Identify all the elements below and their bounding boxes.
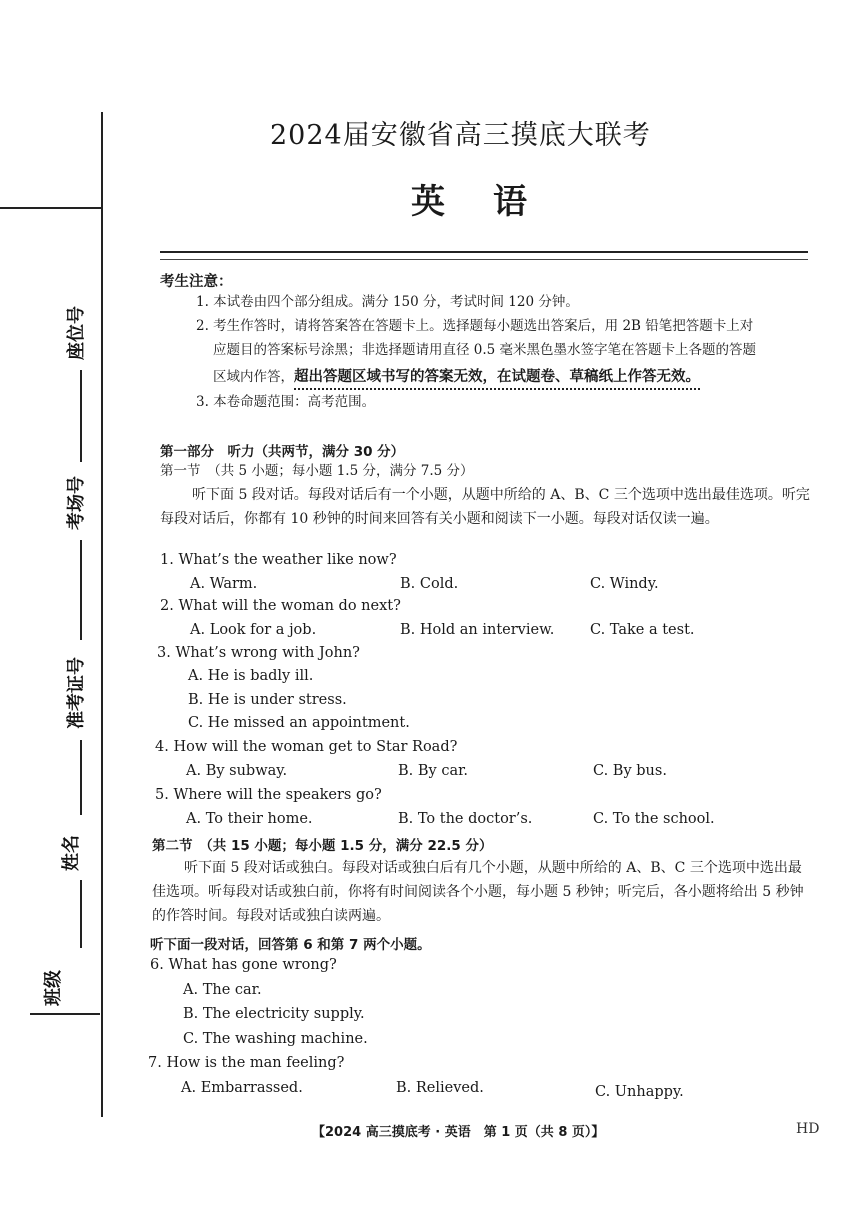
- notice-item-2-line-3: [213, 365, 700, 386]
- section1-instructions: 听下面 5 段对话。每段对话后有一个小题，从题中所给的 A、B、C 三个选项中选出最佳选项。听完每段对话后，你都有 10 秒钟的时间来回答有关小题和阅读下一小题。每段对话仅读一遍。: [160, 487, 810, 527]
- class-label: 班级: [43, 970, 64, 1006]
- question-5-option-c: C. To the school.: [593, 811, 715, 827]
- question-6-stem: 6. What has gone wrong?: [150, 957, 337, 973]
- question-3-option-c: C. He missed an appointment.: [188, 715, 410, 731]
- binding-line: [101, 112, 103, 1117]
- question-7-option-c: C. Unhappy.: [595, 1084, 684, 1100]
- exam-title: 2024届安徽省高三摸底大联考: [270, 120, 651, 151]
- question-2-stem: 2. What will the woman do next?: [160, 598, 401, 614]
- notice-item-2-line-1: 2. 考生作答时，请将答案答在答题卡上。选择题每小题选出答案后，用 2B 铅笔把答题卡上对: [196, 318, 754, 334]
- question-2-option-a: A. Look for a job.: [190, 622, 317, 638]
- exam-room-label: 考场号: [66, 476, 87, 530]
- notice-item-3: 3. 本卷命题范围：高考范围。: [196, 394, 376, 410]
- question-6-option-b: B. The electricity supply.: [183, 1006, 365, 1022]
- question-2-option-c: C. Take a test.: [590, 622, 695, 638]
- name-label: 姓名: [61, 835, 82, 871]
- section2-instructions: 听下面 5 段对话或独白。每段对话或独白后有几个小题，从题中所给的 A、B、C 三个选项中选出最佳选项。听每段对话或独白前，你将有时间阅读各个小题，每小题 5 秒钟；听完后，各小题将给出 5 秒钟的作答时间。每段对话或独白读两遍。: [152, 860, 804, 924]
- subject-title: 英语: [411, 182, 575, 222]
- admission-number-blank: [80, 740, 82, 815]
- question-3-option-a: A. He is badly ill.: [188, 668, 314, 684]
- question-4-option-a: A. By subway.: [186, 763, 288, 779]
- question-6-option-a: A. The car.: [183, 982, 262, 998]
- question-1-option-b: B. Cold.: [400, 576, 459, 592]
- notice-item-2-line-3-prefix: 区域内作答，: [213, 369, 294, 385]
- question-4-option-b: B. By car.: [398, 763, 469, 779]
- part1-heading: 第一部分 听力（共两节，满分 30 分）: [160, 444, 405, 460]
- question-1-option-c: C. Windy.: [590, 576, 659, 592]
- question-7-stem: 7. How is the man feeling?: [148, 1055, 345, 1071]
- question-4-stem: 4. How will the woman get to Star Road?: [155, 739, 458, 755]
- page-footer: 【2024 高三摸底考 · 英语 第 1 页（共 8 页）】: [312, 1125, 605, 1140]
- notice-item-2-line-2: 应题目的答案标号涂黑；非选择题请用直径 0.5 毫米黑色墨水签字笔在答题卡上各题的答题: [213, 342, 757, 358]
- section2-heading: 第二节 （共 15 小题；每小题 1.5 分，满分 22.5 分）: [152, 838, 493, 854]
- seat-number-label: 座位号: [66, 306, 87, 360]
- notice-heading: 考生注意：: [160, 274, 233, 290]
- question-2-option-b: B. Hold an interview.: [400, 622, 555, 638]
- question-7-option-a: A. Embarrassed.: [181, 1080, 303, 1096]
- question-4-option-c: C. By bus.: [593, 763, 667, 779]
- header-rule-thin: [160, 259, 808, 260]
- header-rule: [160, 251, 808, 253]
- question-5-stem: 5. Where will the speakers go?: [155, 787, 382, 803]
- question-5-option-b: B. To the doctor’s.: [398, 811, 533, 827]
- paper-code: HD: [796, 1121, 820, 1137]
- question-1-stem: 1. What’s the weather like now?: [160, 552, 397, 568]
- margin-top-divider: [0, 207, 103, 209]
- question-5-option-a: A. To their home.: [186, 811, 313, 827]
- question-3-stem: 3. What’s wrong with John?: [157, 645, 360, 661]
- notice-item-1: 1. 本试卷由四个部分组成。满分 150 分，考试时间 120 分钟。: [196, 294, 579, 310]
- question-7-option-b: B. Relieved.: [396, 1080, 484, 1096]
- question-6-option-c: C. The washing machine.: [183, 1031, 368, 1047]
- question-1-option-a: A. Warm.: [190, 576, 258, 592]
- admission-number-label: 准考证号: [66, 657, 87, 729]
- exam-room-blank: [80, 540, 82, 640]
- dialogue-note: 听下面一段对话，回答第 6 和第 7 两个小题。: [150, 937, 431, 953]
- margin-bottom-divider: [30, 1013, 100, 1015]
- notice-emphasis: 超出答题区域书写的答案无效，在试题卷、草稿纸上作答无效。: [294, 369, 700, 390]
- seat-number-blank: [80, 370, 82, 462]
- section1-heading: 第一节 （共 5 小题；每小题 1.5 分，满分 7.5 分）: [160, 463, 474, 479]
- name-blank: [80, 880, 82, 948]
- question-3-option-b: B. He is under stress.: [188, 692, 347, 708]
